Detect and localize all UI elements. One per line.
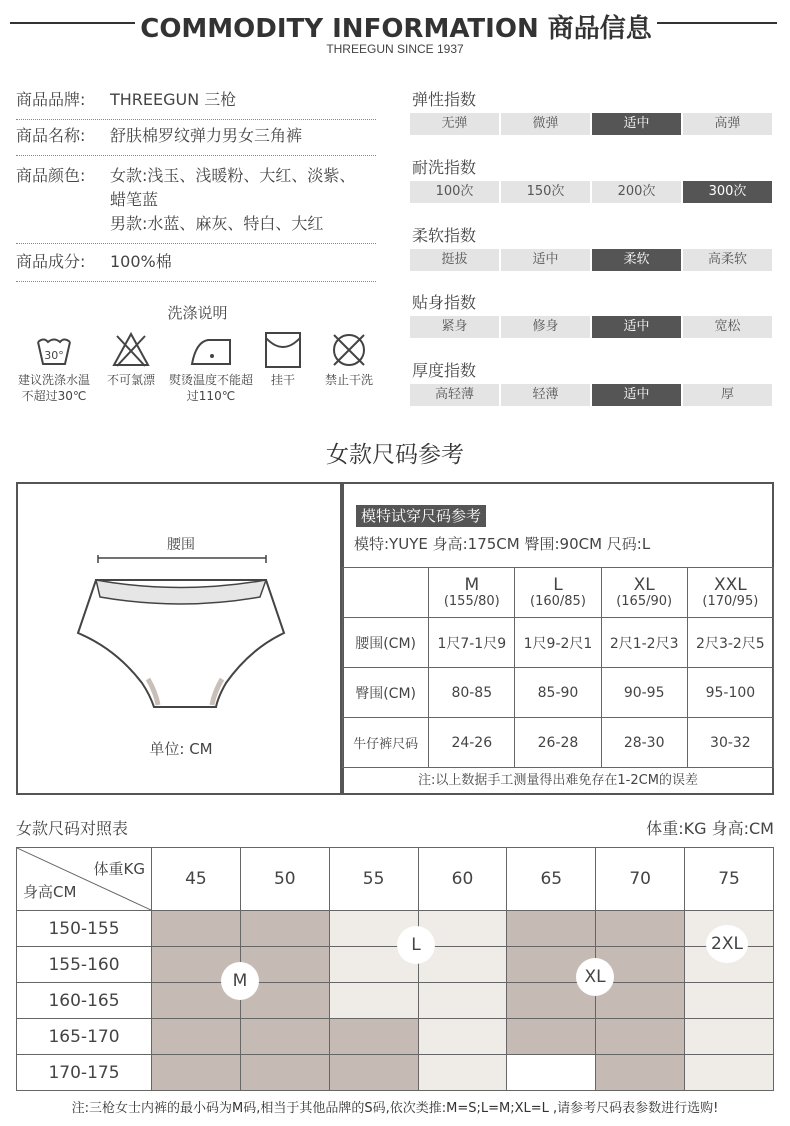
grid-row (17, 1055, 774, 1091)
grid-cell (507, 1055, 596, 1091)
table-cell: 30-32 (687, 718, 773, 768)
grid-cell (685, 983, 774, 1019)
corner-weight-label: 体重KG (93, 860, 145, 878)
index-option-selected: 300次 (683, 181, 772, 203)
table-row (343, 668, 774, 718)
wash-title: 洗涤说明 (167, 304, 228, 322)
index-bar (410, 384, 772, 406)
table-row (343, 618, 774, 668)
wash-item (318, 330, 380, 388)
index-bar (410, 316, 772, 338)
size-table (342, 567, 774, 768)
table-cell: 95-100 (687, 668, 773, 718)
table-cell: 1尺7-1尺9 (429, 618, 515, 668)
height-header: 160-165 (17, 983, 152, 1019)
grid-cell (418, 983, 507, 1019)
footer-note: 注:三枪女士内裤的最小码为M码,相当于其他品牌的S码,依次类推:M=S;L=M;XL=L ,请参考尺码表参数进行选购! (71, 1101, 719, 1116)
weight-header: 75 (685, 848, 774, 911)
index-title: 耐洗指数 (412, 158, 477, 177)
info-key: 商品名称: (16, 126, 86, 145)
women-size-title: 女款尺码参考 (326, 442, 464, 468)
size-grid (16, 847, 774, 1091)
grid-cell (418, 1019, 507, 1055)
header-line-left (10, 22, 135, 24)
row-header: 牛仔裤尺码 (343, 718, 429, 768)
info-value: THREEGUN 三枪 (110, 90, 237, 109)
info-value: 女款:浅玉、浅暖粉、大红、淡紫、蜡笔蓝 男款:水蓝、麻灰、特白、大红 (110, 166, 356, 233)
size-bubble-m: M (221, 962, 259, 1000)
index-option: 宽松 (683, 316, 772, 338)
grid-cell (152, 1055, 241, 1091)
index-title: 厚度指数 (412, 361, 477, 380)
index-title: 柔软指数 (412, 226, 477, 245)
grid-cell (507, 911, 596, 947)
model-info: 模特:YUYE 身高:175CM 臀围:90CM 尺码:L (354, 535, 651, 553)
grid-cell (596, 1019, 685, 1055)
height-header: 170-175 (17, 1055, 152, 1091)
table-corner (343, 568, 429, 618)
index-option-selected: 适中 (592, 113, 681, 135)
grid-cell (329, 1019, 418, 1055)
no-dry-clean-icon (329, 330, 369, 370)
size-bubble-xl: XL (576, 958, 614, 996)
wash-label: 熨烫温度不能超过110℃ (168, 373, 253, 403)
row-header: 臀围(CM) (343, 668, 429, 718)
info-key: 商品品牌: (16, 90, 86, 109)
index-option: 微弹 (501, 113, 590, 135)
wash-item (260, 330, 306, 388)
height-header: 150-155 (17, 911, 152, 947)
grid-cell (240, 1019, 329, 1055)
info-key: 商品颜色: (16, 166, 86, 185)
table-header-row (343, 568, 774, 618)
grid-cell (685, 1055, 774, 1091)
table-row (343, 718, 774, 768)
wash-label: 挂干 (270, 373, 295, 387)
info-name (16, 124, 376, 156)
weight-header: 55 (329, 848, 418, 911)
header-title: COMMODITY INFORMATION 商品信息 (140, 14, 652, 44)
info-value: 舒肤棉罗纹弹力男女三角裤 (110, 126, 303, 145)
height-header: 165-170 (17, 1019, 152, 1055)
grid-cell (240, 911, 329, 947)
weight-header: 45 (152, 848, 241, 911)
size-column-header: XXL (170/95) (687, 568, 773, 618)
index-option: 无弹 (410, 113, 499, 135)
header-subtitle: THREEGUN SINCE 1937 (326, 42, 464, 56)
svg-text:30°: 30° (44, 349, 64, 362)
grid-cell (685, 1019, 774, 1055)
table-cell: 2尺3-2尺5 (687, 618, 773, 668)
wash-item (168, 330, 254, 404)
header-line-right (657, 22, 777, 24)
wash-30-icon (34, 330, 74, 370)
index-option: 200次 (592, 181, 681, 203)
index-option: 紧身 (410, 316, 499, 338)
weight-header: 65 (507, 848, 596, 911)
index-option: 150次 (501, 181, 590, 203)
wash-item (100, 330, 162, 388)
table-cell: 28-30 (601, 718, 687, 768)
grid-cell (152, 911, 241, 947)
grid-cell (152, 1019, 241, 1055)
grid-cell (596, 1055, 685, 1091)
index-option: 厚 (683, 384, 772, 406)
index-option-selected: 适中 (592, 316, 681, 338)
measure-note: 注:以上数据手工测量得出难免存在1-2CM的误差 (418, 773, 698, 788)
index-option: 轻薄 (501, 384, 590, 406)
index-bar (410, 181, 772, 203)
info-key: 商品成分: (16, 252, 86, 271)
no-bleach-icon (111, 330, 151, 370)
index-option: 修身 (501, 316, 590, 338)
wash-label: 建议洗涤水温不超过30℃ (17, 373, 90, 403)
hang-dry-icon (263, 330, 303, 370)
size-bubble-l: L (397, 926, 435, 964)
size-column-header: L (160/85) (515, 568, 601, 618)
index-option: 高弹 (683, 113, 772, 135)
index-bar (410, 113, 772, 135)
info-material (16, 250, 376, 282)
unit-label: 单位: CM (149, 740, 213, 758)
model-tag: 模特试穿尺码参考 (356, 505, 486, 527)
table-cell: 26-28 (515, 718, 601, 768)
size-column-header: XL (165/90) (601, 568, 687, 618)
weight-header: 50 (240, 848, 329, 911)
info-brand (16, 88, 376, 120)
weight-header: 70 (596, 848, 685, 911)
grid-cell (329, 983, 418, 1019)
info-value: 100%棉 (110, 252, 172, 271)
table-cell: 2尺1-2尺3 (601, 618, 687, 668)
grid-row (17, 911, 774, 947)
grid-cell (596, 911, 685, 947)
index-bar (410, 249, 772, 271)
grid-corner (17, 848, 152, 911)
grid-row (17, 1019, 774, 1055)
grid-cell (329, 1055, 418, 1091)
table-cell: 1尺9-2尺1 (515, 618, 601, 668)
wash-label: 禁止干洗 (324, 373, 373, 387)
index-option: 高轻薄 (410, 384, 499, 406)
index-option: 挺拔 (410, 249, 499, 271)
grid-row (17, 983, 774, 1019)
table-cell: 80-85 (429, 668, 515, 718)
size-bubble-2xl: 2XL (706, 925, 748, 963)
briefs-diagram (70, 555, 292, 715)
info-color (16, 164, 376, 244)
grid-cell (507, 1019, 596, 1055)
chart-unit: 体重:KG 身高:CM (646, 819, 774, 838)
row-header: 腰围(CM) (343, 618, 429, 668)
wash-item (14, 330, 94, 404)
grid-row (17, 947, 774, 983)
grid-cell (418, 1055, 507, 1091)
index-option-selected: 适中 (592, 384, 681, 406)
grid-header-row (17, 848, 774, 911)
index-title: 弹性指数 (412, 90, 477, 109)
wash-label: 不可氯漂 (106, 373, 155, 387)
index-option: 100次 (410, 181, 499, 203)
weight-header: 60 (418, 848, 507, 911)
grid-cell (240, 1055, 329, 1091)
size-column-header: M (155/80) (429, 568, 515, 618)
height-header: 155-160 (17, 947, 152, 983)
table-cell: 85-90 (515, 668, 601, 718)
index-option: 适中 (501, 249, 590, 271)
table-cell: 24-26 (429, 718, 515, 768)
index-option-selected: 柔软 (592, 249, 681, 271)
corner-height-label: 身高CM (23, 883, 77, 901)
waist-label: 腰围 (167, 537, 195, 553)
table-cell: 90-95 (601, 668, 687, 718)
index-option: 高柔软 (683, 249, 772, 271)
index-title: 贴身指数 (412, 293, 477, 312)
iron-110-icon (188, 330, 234, 370)
chart-title: 女款尺码对照表 (16, 819, 129, 838)
